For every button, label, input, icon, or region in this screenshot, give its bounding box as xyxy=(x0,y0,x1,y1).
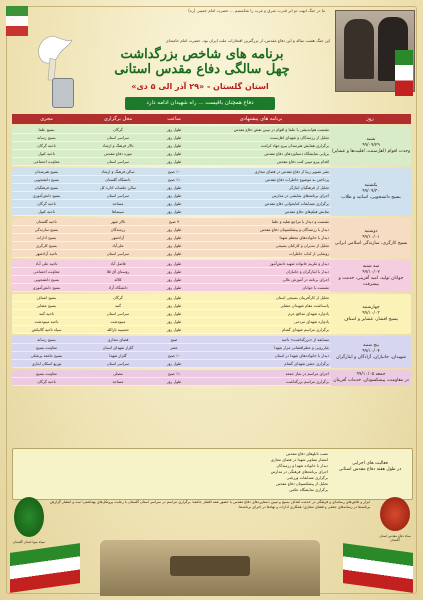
cell-executor: بسیج دانشجویی xyxy=(33,177,60,182)
table-row xyxy=(12,126,331,134)
cell-time: طول روز xyxy=(166,151,182,156)
table-row xyxy=(12,378,331,386)
cell-place: گلزار شهدا xyxy=(109,353,127,358)
cell-executor: بسیج رسانه xyxy=(37,337,56,342)
cell-time: طول روز xyxy=(166,209,182,214)
cell-program: یادواره شهدای مردمی xyxy=(294,319,329,324)
cell-time: ۱۱ صبح xyxy=(167,177,181,182)
table-row xyxy=(12,370,331,378)
cell-executor: بسیج اصناف xyxy=(36,295,57,300)
table-row xyxy=(12,344,331,352)
iran-flag-top-left xyxy=(6,6,28,36)
table-row xyxy=(12,260,331,268)
section-day: سه شنبه ۹۹/۱۰/۰۲ جوانان تولید، امید آفرینی، خدمت و پیشرفت xyxy=(338,264,404,287)
cell-executor: بسیج دانش‌آموزی xyxy=(32,285,61,290)
cell-program: برگزاری مسابقات کتابخوانی دفاع مقدس xyxy=(264,201,329,206)
cell-program: تجلیل از فرهنگیان ایثارگر xyxy=(289,185,329,190)
cell-place: سراسر استان xyxy=(106,193,130,198)
cell-program: پرداختن به موضوع خاطرات دفاع مقدس xyxy=(265,177,329,182)
cell-time: طول روز xyxy=(166,285,182,290)
section-day: چهارشنبه ۹۹/۱۰/۰۳ بسیج اقشار، عشایر و اصناف xyxy=(343,305,399,322)
table-row xyxy=(12,184,331,192)
cell-place: سراسر استان xyxy=(106,159,130,164)
cell-executor: معاونت بسیج xyxy=(36,371,57,376)
section-rows xyxy=(12,370,331,386)
table-row xyxy=(12,276,331,284)
cell-executor: بسیج عشایر xyxy=(36,303,57,308)
cell-executor: ناحیه گرگان xyxy=(37,201,56,206)
section-rows xyxy=(12,126,331,166)
cell-place: گرگان xyxy=(113,127,123,132)
final-item: اجرای برنامه‌های فرهنگی در مدارس xyxy=(270,469,328,474)
cell-program: غبارروبی و عطرافشانی مزار شهدا xyxy=(274,345,329,350)
emblem-right-caption: ستاد دفاع مقدس استان گلستان xyxy=(379,534,411,542)
cell-program: مسابقه از «بزرگداشت» ناحیه xyxy=(281,337,329,342)
cell-executor: ناحیه آزادشهر xyxy=(35,251,58,256)
monument-plaque xyxy=(170,556,250,576)
final-item: دیدار با خانواده شهدا و رزمندگان xyxy=(276,463,328,468)
cell-place: دانشگاه آزاد xyxy=(108,285,128,290)
cell-place: مساجد xyxy=(112,379,124,384)
cell-executor: بسیج هنرمندان xyxy=(34,169,59,174)
table-row xyxy=(12,294,331,302)
cell-place: سراسر استان xyxy=(106,361,130,366)
cell-place: سالن فرهنگ و ارشاد xyxy=(101,169,135,174)
cell-time: طول روز xyxy=(166,379,182,384)
cell-program: رونمایی از کتاب خاطرات xyxy=(289,251,329,256)
section-day: دوشنبه ۹۹/۱۰/۰۱ بسیج کارگری، سازندگی اسلامی ایرانی xyxy=(334,229,408,246)
cell-executor: معاونت اجتماعی xyxy=(33,269,60,274)
header-time: ساعت xyxy=(167,116,181,122)
cell-time: طول روز xyxy=(166,143,182,148)
table-row xyxy=(12,360,331,368)
table-row xyxy=(12,218,331,226)
cell-executor: بسیج علما xyxy=(38,127,55,132)
cell-time: طول روز xyxy=(166,201,182,206)
cell-time: طول روز xyxy=(166,251,182,256)
section-day: یکشنبه ۹۹/۰۹/۳۰ بسیج دانشجویی، اساتید و طلاب xyxy=(341,183,401,200)
table-row xyxy=(12,150,331,158)
schedule-section xyxy=(12,336,411,368)
cell-time: طول روز xyxy=(166,319,182,324)
cell-time: طول روز xyxy=(166,327,182,332)
cell-program: اجرای مراسم در نماز جمعه xyxy=(285,371,329,376)
section-rows xyxy=(12,294,331,334)
cell-program: دیدار و تکریم خانواده شهید دانش‌آموز xyxy=(269,261,329,266)
table-row xyxy=(12,268,331,276)
cell-place: دانشگاه گلستان xyxy=(105,177,131,182)
cell-executor: بسیج دانشجویی xyxy=(33,277,60,282)
slogan-ribbon: دفاع همچنان باقیست ... راه شهیدان ادامه دارد xyxy=(125,97,275,110)
notes-paragraph: ابزار و تلاش‌های رسانه‌ای و فرهنگی در خدمت اهداف بسیج و تبیین دستاوردهای دفاع مقدس با حضور همه اقشار جامعه؛ برگزاری مراسم در سراسر استان گلستان با رعایت پروتکل‌های بهداشتی؛ ثبت و انتشار گزارش برنامه‌ها در رسانه‌های جمعی و فضای مجازی؛ همکاری ادارات و نهادها در اجرای برنامه‌ها. xyxy=(50,500,370,510)
table-row xyxy=(12,250,331,258)
cell-place: فضای مجازی xyxy=(107,337,129,342)
table-row xyxy=(12,168,331,176)
cell-executor: سپاه ناحیه گالیکش xyxy=(31,327,62,332)
cell-place: علی‌آباد xyxy=(112,243,124,248)
table-row xyxy=(12,302,331,310)
table-row xyxy=(12,234,331,242)
cell-time: طول روز xyxy=(166,159,182,164)
iran-flag-top-right xyxy=(395,50,413,96)
final-item: نصب تابلوهای دفاع مقدس xyxy=(286,451,328,456)
cell-place: مینودشت xyxy=(110,319,126,324)
final-item: انتشار تصاویر شهدا در فضای مجازی xyxy=(270,457,328,462)
cell-program: نشست و دیدار با مراجع تقلید و علما xyxy=(271,219,329,224)
cell-place: تالار فرهنگ و ارشاد xyxy=(102,143,134,148)
cell-program: اقدام پیرو تبیین کتب دفاع مقدس xyxy=(276,159,329,164)
table-row xyxy=(12,176,331,184)
cell-program: برگزاری جشن شهدای گمنام xyxy=(284,361,329,366)
cell-place: سراسر استان xyxy=(106,311,130,316)
cell-time: ۹ صبح xyxy=(168,219,180,224)
cell-time: طول روز xyxy=(166,361,182,366)
cell-place: گرگان xyxy=(113,295,123,300)
cell-executor: ناحیه کتول xyxy=(38,151,55,156)
cell-place: گنبد xyxy=(114,303,122,308)
cell-program: برگزاری مراسم شهدای گمنام xyxy=(281,327,329,332)
final-label: فعالیت های اجرایی در طول هفته دفاع مقدس استانی xyxy=(338,461,402,472)
table-row xyxy=(12,326,331,334)
header-program: برنامه های پیشنهادی xyxy=(239,116,283,122)
table-header xyxy=(12,114,411,124)
cell-place: مصلی xyxy=(113,371,123,376)
schedule-section xyxy=(12,218,411,258)
cell-place: حسینیه ثارالله xyxy=(107,327,129,332)
title-line-2: چهل سالگی دفاع مقدس استانی xyxy=(114,62,290,77)
province-dates: استان گلستان - «۲۹ آذر الی ۵ دی» xyxy=(131,82,269,91)
main-title xyxy=(62,47,342,77)
cell-executor: ناحیه گلستان xyxy=(36,219,57,224)
cell-place: سینماها xyxy=(112,209,124,214)
table-row xyxy=(12,158,331,166)
cell-place: کلاله xyxy=(114,277,122,282)
cell-program: نشست با جوانان xyxy=(302,285,329,290)
table-row xyxy=(12,310,331,318)
cell-place: سراسر استان xyxy=(106,135,130,140)
cell-executor: بسیج سازندگی xyxy=(34,227,59,232)
cell-program: یادواره شهدای مدافع حرم xyxy=(288,311,329,316)
cell-place: روستای آق قلا xyxy=(106,269,130,274)
cell-program: برگزاری مراسم بزرگداشت xyxy=(286,379,329,384)
cell-time: طول روز xyxy=(166,295,182,300)
schedule-sections xyxy=(12,126,411,386)
final-item: برگزاری نمایشگاه عکس xyxy=(289,487,328,492)
cell-program: نمایش فیلم‌های دفاع مقدس xyxy=(284,209,329,214)
header-subline: این جنگ هشت ساله و این دفاع مقدس، از بزرگترین افتخارات ملت ایران بود. حضرت امام خامنه‌ای xyxy=(165,38,330,43)
schedule-section xyxy=(12,126,411,166)
cell-place: مساجد xyxy=(112,201,124,206)
cell-time: طول روز xyxy=(166,269,182,274)
cell-place: رزمندگان xyxy=(110,227,126,232)
dog-tag-icon xyxy=(52,78,74,108)
cell-time: طول روز xyxy=(166,235,182,240)
emblem-left-caption: سپاه نینوا استان گلستان xyxy=(12,540,46,544)
cell-program: تجلیل از کارآفرینان بسیجی استان xyxy=(276,295,329,300)
cell-time: طول روز xyxy=(166,127,182,132)
header-day: روز xyxy=(366,116,374,122)
section-rows xyxy=(12,260,331,292)
schedule-section xyxy=(12,294,411,334)
sepah-emblem-icon xyxy=(14,497,44,537)
cell-place: موزه دفاع مقدس xyxy=(104,151,132,156)
cell-program: برپایی نمایشگاه دستاوردهای دفاع مقدس xyxy=(264,151,329,156)
cell-time: صبح xyxy=(170,337,178,342)
cell-time: طول روز xyxy=(166,185,182,190)
cell-program: اجرای برنامه در آموزش عالی xyxy=(282,277,329,282)
cell-executor: بسیج دانش‌آموزی xyxy=(32,193,61,198)
portrait-figure-left xyxy=(344,19,374,79)
table-row xyxy=(12,336,331,344)
cell-program: پاسداشت مقام شهیدان عشایر xyxy=(280,303,329,308)
cell-place: تالار شهر xyxy=(110,219,126,224)
header-place: محل برگزاری xyxy=(103,116,133,122)
table-row xyxy=(12,208,331,216)
cell-program: دیدار با رزمندگان و پیشکسوتان دفاع مقدس xyxy=(259,227,329,232)
memorial-monument xyxy=(100,540,320,596)
table-row xyxy=(12,352,331,360)
cell-executor: بسیج ادارات xyxy=(36,235,57,240)
table-row xyxy=(12,192,331,200)
cell-executor: بسیج فرهنگیان xyxy=(34,185,59,190)
cell-program: اجرای برنامه‌های نمایشی در مدارس xyxy=(271,193,329,198)
cell-time: ۱۰ صبح xyxy=(167,353,181,358)
section-rows xyxy=(12,218,331,258)
table-row xyxy=(12,318,331,326)
header-executor: مجری xyxy=(40,116,53,122)
cell-place: آزادشهر xyxy=(111,235,125,240)
final-activities-box xyxy=(12,448,413,500)
defense-emblem-icon xyxy=(380,497,410,531)
cell-time: طول روز xyxy=(166,135,182,140)
cell-time: طول روز xyxy=(166,227,182,232)
title-line-1: برنامه های شاخص بزرگداشت xyxy=(120,47,284,62)
cell-executor: ناحیه مینودشت xyxy=(34,319,59,324)
cell-program: تجلیل از رزمندگان و شهدای اهل‌سنت xyxy=(269,135,329,140)
cell-executor: معاونت بسیج xyxy=(36,345,57,350)
cell-time: ۱۰ صبح xyxy=(167,169,181,174)
final-item: تجلیل از پیشکسوتان دفاع مقدس xyxy=(275,481,328,486)
cell-place: سالن جلسات اداره کل xyxy=(99,185,137,190)
cell-program: نشست هم‌اندیشی با علما و اقوام در تبیین نقش دفاع مقدس xyxy=(233,127,329,132)
cell-executor: بسیج کارگری xyxy=(36,243,57,248)
cell-executor: ناحیه کتول xyxy=(38,209,55,214)
schedule-table xyxy=(12,114,411,386)
cell-executor: توزیع اسکان ایثاری xyxy=(31,361,62,366)
section-rows xyxy=(12,336,331,368)
table-row xyxy=(12,200,331,208)
section-day: جمعه ۹۹/۱۰/۰۵ در مقاومت، پیشکسوتان، خدمات آفرینان xyxy=(333,372,409,383)
cell-time: طول روز xyxy=(166,193,182,198)
cell-executor: بسیج جامعه پزشکی xyxy=(30,353,63,358)
cell-time: طول روز xyxy=(166,311,182,316)
cell-executor: ناحیه گرگان xyxy=(37,143,56,148)
cell-time: ۱۱ صبح xyxy=(167,371,181,376)
cell-executor: ناحیه گنبد xyxy=(38,311,55,316)
cell-time: طول روز xyxy=(166,303,182,308)
cell-executor: ناحیه گرگان xyxy=(37,379,56,384)
cell-time: طول روز xyxy=(166,243,182,248)
section-rows xyxy=(12,168,331,216)
table-row xyxy=(12,134,331,142)
cell-program: دیدار با خانواده‌های شهدا در استان xyxy=(274,353,329,358)
cell-place: سراسر استان xyxy=(106,251,130,256)
header-quote: ما در جنگ ابهت دو ابر قدرت شرق و غرب را شکستیم ... حضرت امام خمینی (ره) xyxy=(188,8,325,13)
schedule-section xyxy=(12,260,411,292)
section-day: شنبه ۹۹/۰۹/۲۹ وحدت اقوام (اهل‌سنت، اقلیت‌ها و عشایر) xyxy=(331,137,411,154)
cell-program: نشر تصویر زیبا از دفاع مقدس در فضای مجازی xyxy=(254,169,329,174)
cell-executor: بسیج رسانه xyxy=(37,135,56,140)
cell-program: دیدار با ایثارگران و جانبازان xyxy=(285,269,329,274)
cell-time: عصر xyxy=(170,345,178,350)
cell-place: فاضل آباد xyxy=(110,261,126,266)
final-items xyxy=(14,451,328,493)
final-item: برگزاری مسابقات ورزشی xyxy=(286,475,328,480)
section-day: پنج شنبه ۹۹/۱۰/۰۴ شهیدان، جانبازان، آزادگان و ایثارگران xyxy=(336,343,406,360)
cell-executor: ناحیه علی آباد xyxy=(35,261,58,266)
cell-time: طول روز xyxy=(166,277,182,282)
schedule-section xyxy=(12,168,411,216)
table-row xyxy=(12,142,331,150)
cell-place: گلزار شهدای استان xyxy=(102,345,134,350)
cell-program: برگزاری همایش هنرمندان پیرو جهاد کرامت xyxy=(260,143,329,148)
cell-executor: معاونت اجتماعی xyxy=(33,159,60,164)
table-row xyxy=(12,226,331,234)
schedule-section xyxy=(12,370,411,386)
table-row xyxy=(12,284,331,292)
cell-time: طول روز xyxy=(166,261,182,266)
table-row xyxy=(12,242,331,250)
cell-program: دیدار با خانواده‌های معظم شهدا xyxy=(279,235,329,240)
cell-program: تجلیل از مدیران و کارکنان بسیجی xyxy=(275,243,329,248)
